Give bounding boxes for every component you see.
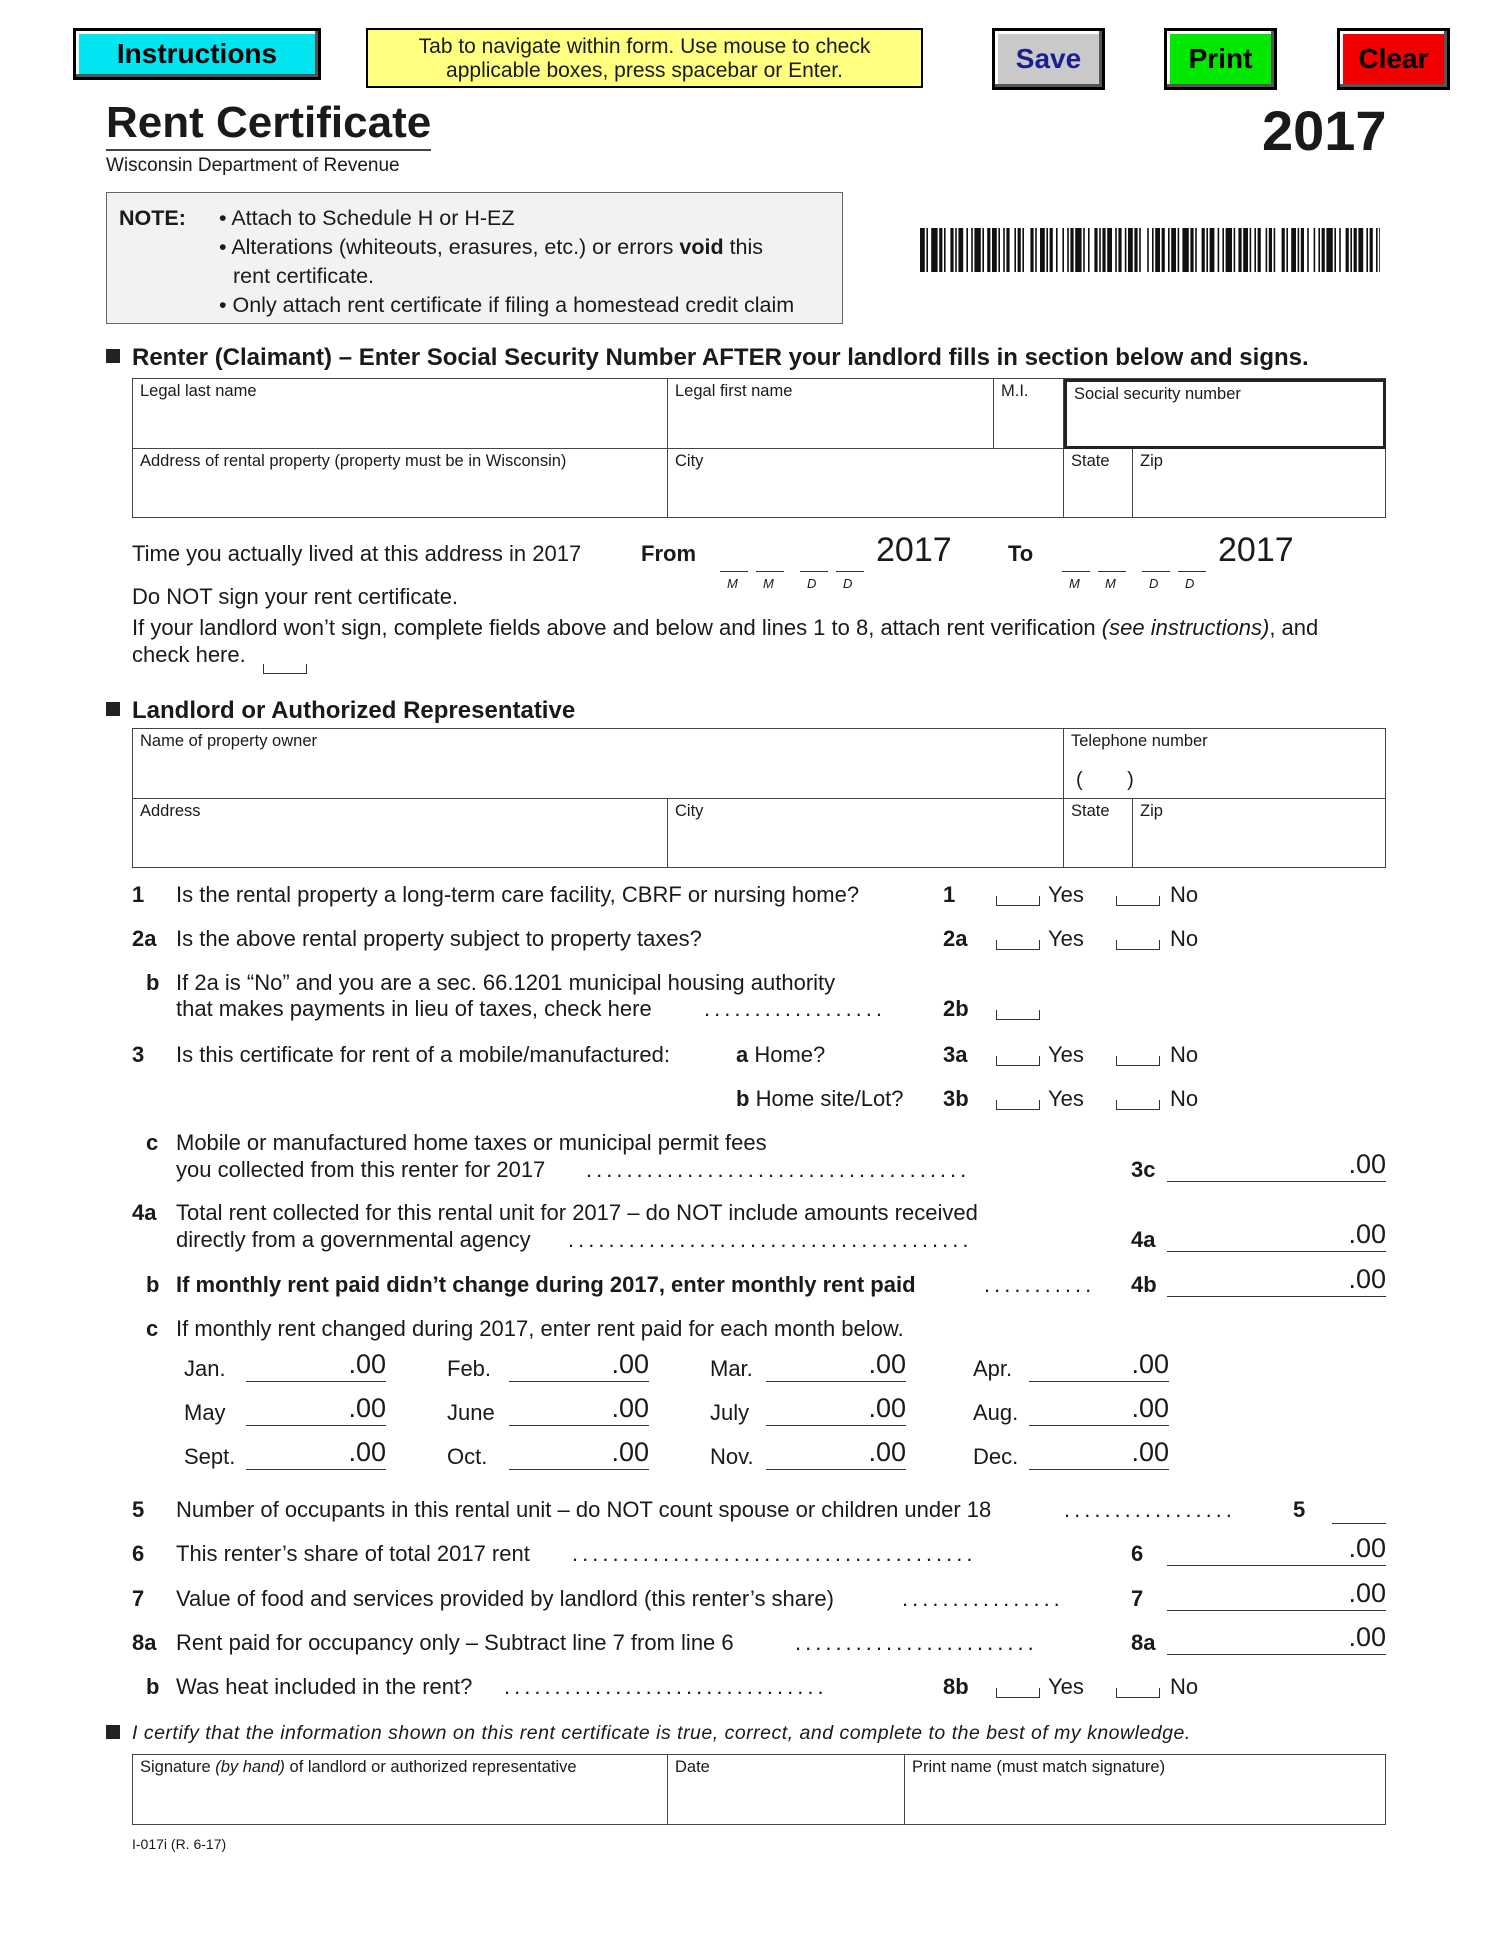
date-digit-label: M bbox=[1105, 576, 1117, 591]
landlord-zip-field[interactable]: Zip bbox=[1140, 802, 1163, 820]
ssn-field[interactable]: Social security number bbox=[1064, 379, 1386, 449]
signature-grid bbox=[132, 1754, 1386, 1825]
barcode-icon bbox=[920, 228, 1380, 272]
month-amount[interactable]: .00 bbox=[1029, 1392, 1169, 1426]
line-2a-no-label: No bbox=[1170, 926, 1199, 951]
property-owner-field[interactable]: Name of property owner bbox=[133, 729, 1064, 799]
line-3c-text-2: you collected from this renter for 2017 bbox=[176, 1157, 546, 1182]
tab-navigation-note bbox=[366, 28, 923, 88]
line-1-no-checkbox[interactable] bbox=[1116, 896, 1160, 906]
landlord-wont-sign-checkbox[interactable] bbox=[263, 664, 307, 674]
month-label: Feb. bbox=[447, 1356, 492, 1381]
time-lived-label: Time you actually lived at this address in 2017 bbox=[132, 541, 582, 566]
phone-parens: ( ) bbox=[1076, 769, 1134, 791]
month-amount[interactable]: .00 bbox=[766, 1436, 906, 1470]
line-3a-yes-label: Yes bbox=[1048, 1042, 1084, 1067]
line-4a-amount[interactable]: .00 bbox=[1167, 1218, 1386, 1252]
line-8b-yes-checkbox[interactable] bbox=[996, 1688, 1040, 1698]
line-2a-yes-label: Yes bbox=[1048, 926, 1084, 951]
date-digit-label: M bbox=[727, 576, 739, 591]
renter-fields-grid bbox=[132, 378, 1386, 518]
date-digit-line[interactable] bbox=[800, 550, 828, 572]
month-amount[interactable]: .00 bbox=[246, 1348, 386, 1382]
month-label: July bbox=[710, 1400, 750, 1425]
month-label: Mar. bbox=[710, 1356, 753, 1381]
line-4b-amount[interactable]: .00 bbox=[1167, 1263, 1386, 1297]
line-8a-dots: ........................ bbox=[795, 1630, 1038, 1655]
line-4b-text: If monthly rent paid didn’t change during 2017, enter monthly rent paid bbox=[176, 1272, 916, 1297]
line-7-number: 7 bbox=[132, 1586, 145, 1611]
line-3a-letter: a bbox=[736, 1042, 749, 1067]
line-8b-text: Was heat included in the rent? bbox=[176, 1674, 473, 1699]
note-item-2: • Alterations (whiteouts, erasures, etc.) or errors bbox=[219, 235, 680, 259]
do-not-sign-note: Do NOT sign your rent certificate. bbox=[132, 584, 459, 609]
date-digit-label: D bbox=[843, 576, 854, 591]
landlord-city-field[interactable]: City bbox=[668, 799, 1064, 868]
line-2b-text-2: that makes payments in lieu of taxes, check here bbox=[176, 996, 652, 1021]
tab-note-line1: Tab to navigate within form. Use mouse to check bbox=[418, 35, 871, 58]
line-1-code: 1 bbox=[943, 882, 956, 907]
telephone-field[interactable]: Telephone number ( ) bbox=[1064, 729, 1385, 799]
line-3a-no-label: No bbox=[1170, 1042, 1199, 1067]
print-button[interactable]: Print bbox=[1164, 28, 1277, 90]
tab-note-line2: applicable boxes, press spacebar or Enter. bbox=[446, 59, 843, 82]
date-digit-line[interactable] bbox=[1142, 550, 1170, 572]
renter-state-field[interactable]: State bbox=[1064, 449, 1133, 518]
legal-first-name-field[interactable]: Legal first name bbox=[668, 379, 994, 449]
line-3c-text-1: Mobile or manufactured home taxes or municipal permit fees bbox=[176, 1130, 767, 1155]
renter-zip-field[interactable]: Zip bbox=[1140, 452, 1163, 470]
line-8b-no-label: No bbox=[1170, 1674, 1199, 1699]
date-digit-line[interactable] bbox=[756, 550, 784, 572]
note-void-word: void bbox=[679, 235, 724, 259]
line-2a-text: Is the above rental property subject to property taxes? bbox=[176, 926, 702, 951]
month-label: Apr. bbox=[973, 1356, 1013, 1381]
certify-statement: I certify that the information shown on this rent certificate is true, correct, and complete to the best of my knowledge. bbox=[106, 1722, 1191, 1745]
line-3b-no-label: No bbox=[1170, 1086, 1199, 1111]
line-7-code: 7 bbox=[1131, 1586, 1144, 1611]
line-7-amount[interactable]: .00 bbox=[1167, 1577, 1386, 1611]
renter-section-heading: Renter (Claimant) – Enter Social Security Number AFTER your landlord fills in section below and signs. bbox=[106, 344, 1309, 372]
line-6-number: 6 bbox=[132, 1541, 145, 1566]
line-4a-dots: ........................................ bbox=[568, 1227, 973, 1252]
line-3a-no-checkbox[interactable] bbox=[1116, 1056, 1160, 1066]
line-5-number: 5 bbox=[132, 1497, 145, 1522]
line-2a-code: 2a bbox=[943, 926, 968, 951]
month-label: Nov. bbox=[710, 1444, 754, 1469]
note-label: NOTE: bbox=[119, 206, 186, 230]
line-8a-text: Rent paid for occupancy only – Subtract line 7 from line 6 bbox=[176, 1630, 734, 1655]
line-4a-text-1: Total rent collected for this rental unit for 2017 – do NOT include amounts received bbox=[176, 1200, 978, 1225]
note-item-3: • Only attach rent certificate if filing a homestead credit claim bbox=[219, 293, 795, 317]
line-1-text: Is the rental property a long-term care facility, CBRF or nursing home? bbox=[176, 882, 860, 907]
line-2b-checkbox[interactable] bbox=[996, 1010, 1040, 1020]
line-3-number: 3 bbox=[132, 1042, 145, 1067]
renter-city-field[interactable]: City bbox=[668, 449, 1064, 518]
line-3b-no-checkbox[interactable] bbox=[1116, 1100, 1160, 1110]
note-item-1: • Attach to Schedule H or H-EZ bbox=[219, 206, 515, 230]
line-3c-number: c bbox=[146, 1130, 159, 1155]
line-8b-dots: ................................ bbox=[504, 1674, 828, 1699]
month-label: Oct. bbox=[447, 1444, 488, 1469]
middle-initial-field[interactable]: M.I. bbox=[994, 379, 1064, 449]
line-3a-yes-checkbox[interactable] bbox=[996, 1056, 1040, 1066]
line-3b-code: 3b bbox=[943, 1086, 969, 1111]
month-amount[interactable]: .00 bbox=[246, 1436, 386, 1470]
line-6-amount[interactable]: .00 bbox=[1167, 1532, 1386, 1566]
date-digit-label: M bbox=[1069, 576, 1081, 591]
note-void-after: this bbox=[723, 235, 764, 259]
line-6-code: 6 bbox=[1131, 1541, 1144, 1566]
line-4a-text-2: directly from a governmental agency bbox=[176, 1227, 531, 1252]
line-3b-yes-label: Yes bbox=[1048, 1086, 1084, 1111]
line-5-text: Number of occupants in this rental unit – do NOT count spouse or children under 18 bbox=[176, 1497, 992, 1522]
line-3-text: Is this certificate for rent of a mobile/manufactured: bbox=[176, 1042, 671, 1067]
line-2a-yes-checkbox[interactable] bbox=[996, 940, 1040, 950]
month-amount[interactable]: .00 bbox=[509, 1348, 649, 1382]
line-4a-code: 4a bbox=[1131, 1227, 1156, 1252]
date-digit-line[interactable] bbox=[1062, 550, 1090, 572]
date-digit-label: D bbox=[807, 576, 818, 591]
date-digit-label: D bbox=[1185, 576, 1196, 591]
department-name: Wisconsin Department of Revenue bbox=[106, 155, 400, 176]
note-box bbox=[106, 192, 843, 324]
line-1-yes-label: Yes bbox=[1048, 882, 1084, 907]
line-3a-code: 3a bbox=[943, 1042, 968, 1067]
line-2a-number: 2a bbox=[132, 926, 157, 951]
signature-field[interactable]: Signature (by hand) of landlord or authorized representative bbox=[133, 1755, 668, 1824]
line-3b-yes-checkbox[interactable] bbox=[996, 1100, 1040, 1110]
check-here-label: check here. bbox=[132, 642, 246, 667]
line-4a-number: 4a bbox=[132, 1200, 157, 1225]
date-digit-line[interactable] bbox=[836, 550, 864, 572]
date-digit-line[interactable] bbox=[1098, 550, 1126, 572]
line-1-yes-checkbox[interactable] bbox=[996, 896, 1040, 906]
month-label: Jan. bbox=[184, 1356, 226, 1381]
line-4b-number: b bbox=[146, 1272, 160, 1297]
line-8b-number: b bbox=[146, 1674, 160, 1699]
instructions-button[interactable]: Instructions bbox=[73, 28, 321, 80]
line-4c-text: If monthly rent changed during 2017, enter rent paid for each month below. bbox=[176, 1316, 904, 1341]
from-year: 2017 bbox=[876, 531, 952, 569]
landlord-state-field[interactable]: State bbox=[1064, 799, 1133, 868]
month-label: Dec. bbox=[973, 1444, 1019, 1469]
line-1-no-label: No bbox=[1170, 882, 1199, 907]
month-label: May bbox=[184, 1400, 226, 1425]
line-3b-label bbox=[736, 1086, 904, 1112]
legal-last-name-field[interactable]: Legal last name bbox=[133, 379, 668, 449]
rental-address-field[interactable]: Address of rental property (property must be in Wisconsin) bbox=[133, 449, 668, 518]
month-amount[interactable]: .00 bbox=[1029, 1348, 1169, 1382]
month-amount[interactable]: .00 bbox=[766, 1348, 906, 1382]
line-3b-letter: b bbox=[736, 1086, 750, 1111]
line-5-code: 5 bbox=[1293, 1497, 1306, 1522]
line-3b-text: Home site/Lot? bbox=[749, 1086, 904, 1111]
to-label: To bbox=[1008, 541, 1034, 566]
date-digit-line[interactable] bbox=[1178, 550, 1206, 572]
clear-button[interactable]: Clear bbox=[1337, 28, 1450, 90]
line-3c-dots: ...................................... bbox=[586, 1157, 971, 1182]
landlord-fields-grid bbox=[132, 728, 1386, 868]
line-3a-label bbox=[736, 1042, 825, 1068]
month-label: June bbox=[447, 1400, 495, 1425]
line-8a-code: 8a bbox=[1131, 1630, 1156, 1655]
form-year: 2017 bbox=[1262, 99, 1387, 162]
line-5-dots: ................. bbox=[1064, 1497, 1236, 1522]
line-7-dots: ................ bbox=[902, 1586, 1064, 1611]
month-amount[interactable]: .00 bbox=[509, 1392, 649, 1426]
line-4c-number: c bbox=[146, 1316, 159, 1341]
line-3c-code: 3c bbox=[1131, 1157, 1156, 1182]
landlord-section-heading: Landlord or Authorized Representative bbox=[106, 697, 575, 725]
date-digit-label: M bbox=[763, 576, 775, 591]
line-4b-dots: ........... bbox=[984, 1272, 1096, 1297]
month-amount[interactable]: .00 bbox=[1029, 1436, 1169, 1470]
date-field[interactable]: Date bbox=[668, 1755, 905, 1824]
form-title: Rent Certificate bbox=[106, 98, 431, 151]
print-name-field[interactable]: Print name (must match signature) bbox=[912, 1758, 1166, 1776]
line-6-text: This renter’s share of total 2017 rent bbox=[176, 1541, 530, 1566]
line-2b-code: 2b bbox=[943, 996, 969, 1021]
line-7-text: Value of food and services provided by landlord (this renter’s share) bbox=[176, 1586, 834, 1611]
line-5-occupants-field[interactable] bbox=[1332, 1490, 1386, 1524]
line-3c-amount[interactable]: .00 bbox=[1167, 1148, 1386, 1182]
line-6-dots: ........................................ bbox=[572, 1541, 977, 1566]
to-year: 2017 bbox=[1218, 531, 1294, 569]
save-button[interactable]: Save bbox=[992, 28, 1105, 90]
month-amount[interactable]: .00 bbox=[509, 1436, 649, 1470]
month-amount[interactable]: .00 bbox=[246, 1392, 386, 1426]
form-id: I-017i (R. 6-17) bbox=[132, 1836, 227, 1852]
landlord-address-field[interactable]: Address bbox=[133, 799, 668, 868]
from-label: From bbox=[641, 541, 696, 566]
line-8a-number: 8a bbox=[132, 1630, 157, 1655]
month-label: Aug. bbox=[973, 1400, 1019, 1425]
line-4b-code: 4b bbox=[1131, 1272, 1157, 1297]
line-2b-number: b bbox=[146, 970, 160, 995]
line-2b-dots: .................. bbox=[704, 996, 887, 1021]
line-3a-text: Home? bbox=[748, 1042, 826, 1067]
month-amount[interactable]: .00 bbox=[766, 1392, 906, 1426]
line-2b-text-1: If 2a is “No” and you are a sec. 66.1201 municipal housing authority bbox=[176, 970, 836, 995]
line-1-number: 1 bbox=[132, 882, 145, 907]
date-digit-line[interactable] bbox=[720, 550, 748, 572]
month-label: Sept. bbox=[184, 1444, 236, 1469]
line-8a-amount[interactable]: .00 bbox=[1167, 1621, 1386, 1655]
line-2a-no-checkbox[interactable] bbox=[1116, 940, 1160, 950]
line-8b-yes-label: Yes bbox=[1048, 1674, 1084, 1699]
date-digit-label: D bbox=[1149, 576, 1160, 591]
wont-sign-note: If your landlord won’t sign, complete fields above and below and lines 1 to 8, attach rent verification (see instructions), and bbox=[132, 615, 1319, 640]
line-8b-code: 8b bbox=[943, 1674, 969, 1699]
note-item-2-cont: rent certificate. bbox=[233, 264, 374, 288]
line-8b-no-checkbox[interactable] bbox=[1116, 1688, 1160, 1698]
